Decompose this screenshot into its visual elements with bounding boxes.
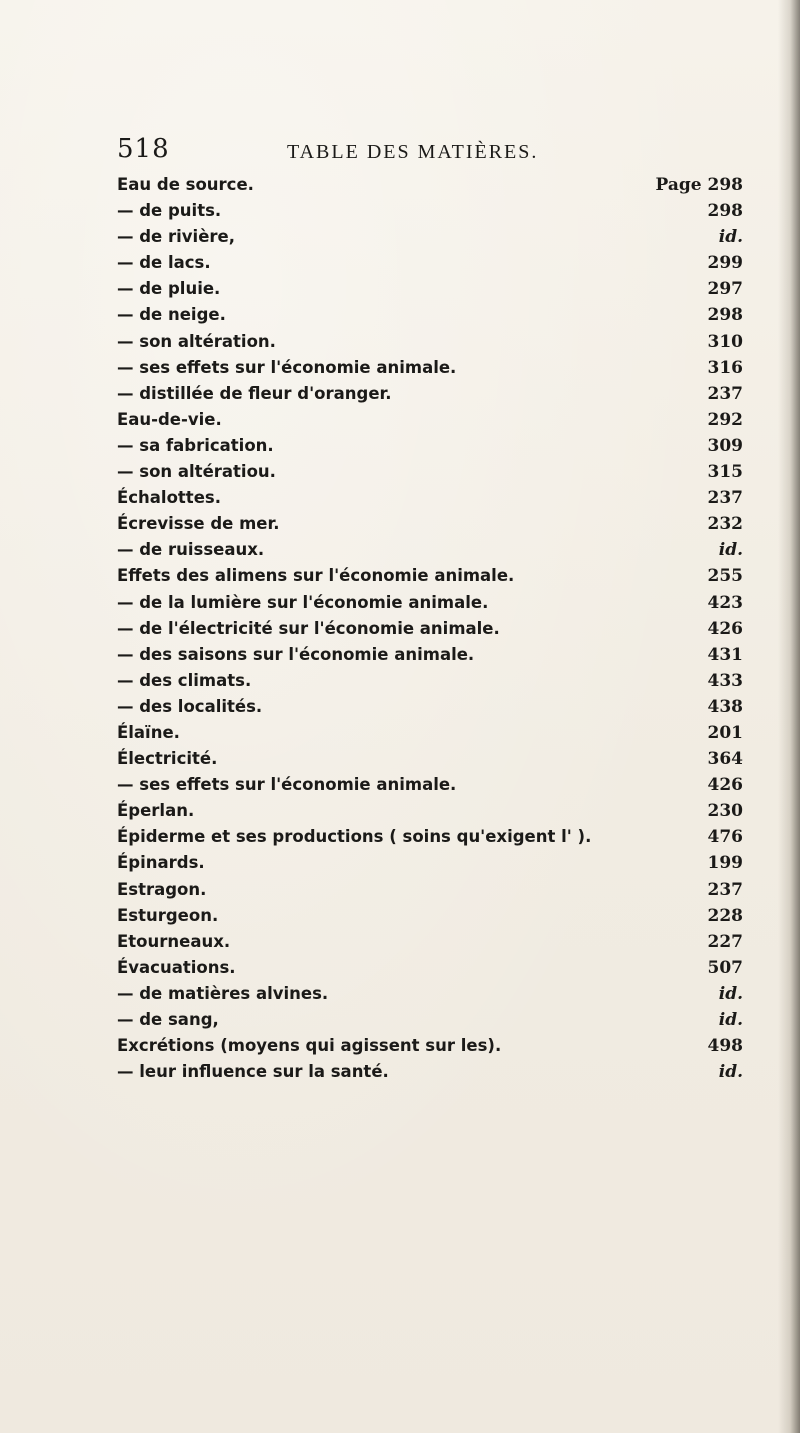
index-page-ref: 431 xyxy=(707,644,743,665)
index-term: — leur influence sur la santé. xyxy=(117,1062,389,1082)
index-page-ref: 227 xyxy=(707,931,743,952)
index-term: — des localités. xyxy=(117,696,263,716)
index-term: Épiderme et ses productions ( soins qu'exigent l' ). xyxy=(117,827,592,847)
index-page-ref: 426 xyxy=(707,618,743,639)
index-page-ref: 433 xyxy=(707,670,743,691)
index-page-ref: 232 xyxy=(707,514,743,535)
index-page-ref: 426 xyxy=(707,775,743,796)
index-term: — des saisons sur l'économie animale. xyxy=(117,644,475,664)
index-entry xyxy=(117,798,743,824)
index-term: Etourneaux. xyxy=(117,931,231,951)
index-page-ref: 297 xyxy=(707,279,743,300)
index-entry xyxy=(117,642,743,668)
index-entry xyxy=(117,172,743,198)
binding-shadow xyxy=(778,0,800,1433)
index-page-ref: 201 xyxy=(707,722,743,743)
index-page-ref: 237 xyxy=(707,488,743,509)
index-page-ref: id. xyxy=(718,1062,743,1083)
index-entry xyxy=(117,1007,743,1033)
index-page-ref: id. xyxy=(718,1010,743,1030)
index-term: — des climats. xyxy=(117,670,252,690)
index-entry xyxy=(117,1033,743,1059)
index-entry xyxy=(117,511,743,537)
index-page-ref: 292 xyxy=(707,409,743,430)
index-term: — sa fabrication. xyxy=(117,435,274,455)
index-page-ref: 199 xyxy=(707,853,743,874)
index-page-ref: 255 xyxy=(707,566,743,587)
index-entry xyxy=(117,224,743,250)
index-entry xyxy=(117,616,743,642)
index-page-ref: 299 xyxy=(707,253,743,274)
index-entry xyxy=(117,276,743,302)
index-term: Échalottes. xyxy=(117,488,221,508)
index-term: — de la lumière sur l'économie animale. xyxy=(117,592,489,612)
index-entry xyxy=(117,537,743,563)
index-term: Esturgeon. xyxy=(117,905,219,925)
index-entry xyxy=(117,668,743,694)
index-entry xyxy=(117,981,743,1007)
index-page-ref: 310 xyxy=(707,331,743,352)
index-entry xyxy=(117,250,743,276)
index-page-ref: id. xyxy=(718,983,743,1004)
index-term: — distillée de fleur d'oranger. xyxy=(117,383,392,403)
index-term: — son altératiou. xyxy=(117,462,276,482)
index-page-ref: 498 xyxy=(707,1036,743,1057)
index-entry xyxy=(117,198,743,224)
index-term: Écrevisse de mer. xyxy=(117,514,280,534)
index-page-ref: 364 xyxy=(707,749,743,770)
index-page-ref: 476 xyxy=(707,827,743,848)
page-number: 518 xyxy=(117,134,170,164)
index-page-ref: 438 xyxy=(707,696,743,717)
index-entry xyxy=(117,563,743,589)
index-entry xyxy=(117,694,743,720)
index-term: — de rivière, xyxy=(117,227,235,247)
index-term: Excrétions (moyens qui agissent sur les). xyxy=(117,1036,502,1056)
index-page-ref: 237 xyxy=(707,383,743,404)
index-term: Électricité. xyxy=(117,749,218,769)
index-entry xyxy=(117,302,743,328)
index-term: — de puits. xyxy=(117,201,222,221)
index-page-ref: Page 298 xyxy=(655,175,743,195)
index-term: Estragon. xyxy=(117,879,207,899)
index-term: — de lacs. xyxy=(117,253,211,273)
index-term: Effets des alimens sur l'économie animale. xyxy=(117,566,515,586)
index-term: — ses effets sur l'économie animale. xyxy=(117,357,457,377)
index-term: — son altération. xyxy=(117,331,276,351)
running-title: TABLE DES MATIÈRES. xyxy=(287,141,539,163)
index-page-ref: id. xyxy=(718,540,743,561)
index-entry xyxy=(117,955,743,981)
index-entry xyxy=(117,459,743,485)
index-page-ref: 228 xyxy=(707,905,743,926)
index-term: Épinards. xyxy=(117,853,205,873)
index-term: Évacuations. xyxy=(117,957,236,977)
index-entry xyxy=(117,929,743,955)
index-term: — ses effets sur l'économie animale. xyxy=(117,775,457,795)
index-term: Eau de source. xyxy=(117,175,254,194)
index-entry xyxy=(117,877,743,903)
index-entry xyxy=(117,903,743,929)
index-term: — de pluie. xyxy=(117,279,221,299)
index-term: Éperlan. xyxy=(117,801,195,821)
index-entry xyxy=(117,720,743,746)
index-term: Eau-de-vie. xyxy=(117,409,222,429)
index-page-ref: id. xyxy=(718,227,743,248)
index-list xyxy=(117,172,743,1085)
index-page-ref: 316 xyxy=(707,357,743,378)
index-entry xyxy=(117,824,743,850)
index-entry xyxy=(117,485,743,511)
index-term: — de ruisseaux. xyxy=(117,540,265,560)
index-page-ref: 309 xyxy=(707,435,743,456)
index-term: — de l'électricité sur l'économie animale. xyxy=(117,618,500,638)
index-entry xyxy=(117,407,743,433)
index-entry xyxy=(117,746,743,772)
index-page-ref: 423 xyxy=(707,592,743,613)
index-entry xyxy=(117,381,743,407)
index-entry xyxy=(117,329,743,355)
index-term: Élaïne. xyxy=(117,722,180,742)
index-term: — de neige. xyxy=(117,305,226,325)
index-term: — de matières alvines. xyxy=(117,983,329,1003)
index-entry xyxy=(117,433,743,459)
index-entry xyxy=(117,590,743,616)
index-term: — de sang, xyxy=(117,1010,219,1029)
index-entry xyxy=(117,1059,743,1085)
index-page-ref: 298 xyxy=(707,201,743,222)
index-page-ref: 315 xyxy=(707,462,743,483)
index-page-ref: 230 xyxy=(707,801,743,822)
index-entry xyxy=(117,772,743,798)
page-header xyxy=(117,134,717,170)
index-entry xyxy=(117,355,743,381)
index-entry xyxy=(117,850,743,876)
index-page-ref: 298 xyxy=(707,305,743,326)
index-page-ref: 237 xyxy=(707,879,743,900)
index-page-ref: 507 xyxy=(707,957,743,978)
